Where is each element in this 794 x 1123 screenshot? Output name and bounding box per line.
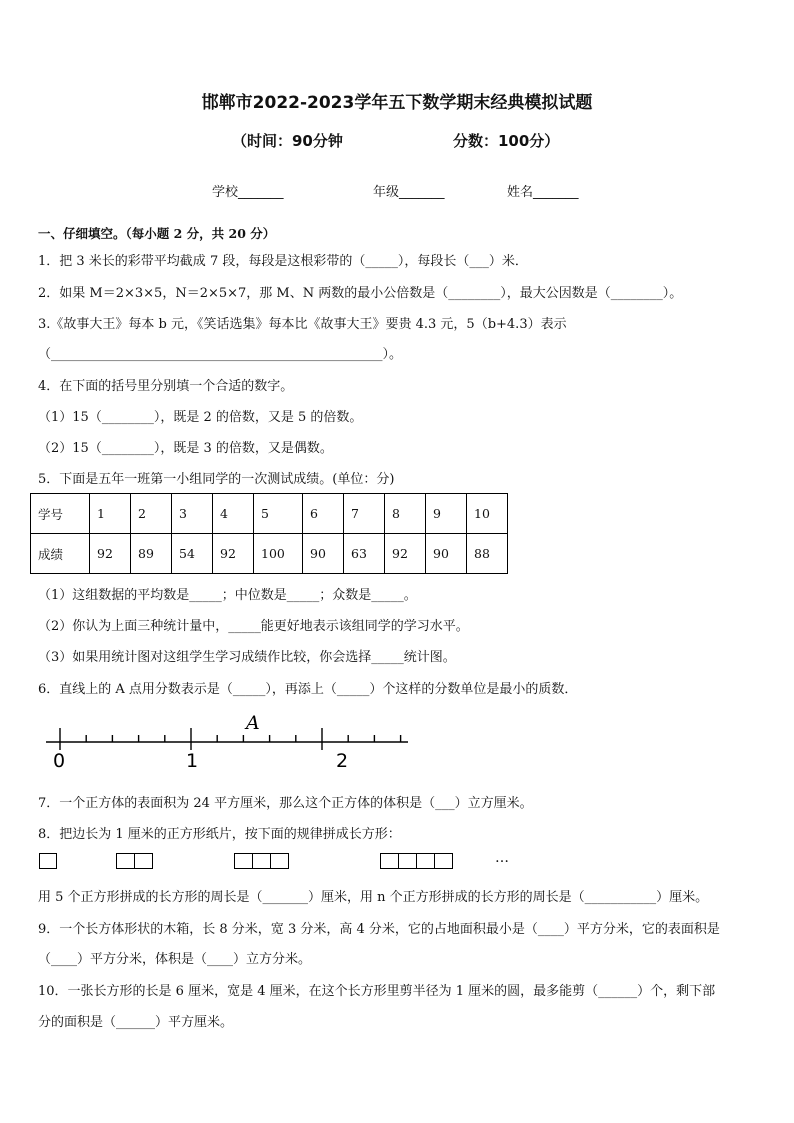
question-3-blank: （___________________________________________________）。 [38,347,403,362]
page-title: 邯郸市2022-2023学年五下数学期末经典模拟试题 [201,93,593,113]
table-cell: 6 [303,494,344,534]
table-cell: 90 [303,534,344,574]
question-2: 2．如果 M＝2×3×5，N＝2×5×7，那 M、N 两数的最小公倍数是（________），最大公因数是（________）。 [38,286,683,301]
point-a-label: A [246,712,260,734]
question-10: 10．一张长方形的长是 6 厘米，宽是 4 厘米，在这个长方形里剪半径为 1 厘米的圆，最多能剪（______）个，剩下部 [38,984,716,999]
table-cell: 7 [344,494,385,534]
table-cell: 92 [385,534,426,574]
table-cell: 5 [254,494,303,534]
table-cell: 8 [385,494,426,534]
number-line [0,700,794,780]
table-cell: 10 [467,494,508,534]
school-field: 学校_______ [212,185,284,200]
table-row-label: 成绩 [31,534,90,574]
name-field: 姓名_______ [507,185,579,200]
table-cell: 9 [426,494,467,534]
question-6: 6．直线上的 A 点用分数表示是（_____），再添上（_____）个这样的分数单位是最小的质数． [38,682,578,697]
table-cell: 92 [213,534,254,574]
section-heading: 一、仔细填空。（每小题 2 分，共 20 分） [38,226,276,241]
table-cell: 2 [131,494,172,534]
table-row-label: 学号 [31,494,90,534]
table-row [31,534,508,574]
square-figure-3 [234,853,289,869]
table-cell: 1 [90,494,131,534]
square-figure-4 [380,853,453,869]
question-4-part-1: （1）15（________），既是 2 的倍数，又是 5 的倍数。 [38,410,363,425]
question-9-cont: （____）平方分米，体积是（____）立方分米。 [38,952,312,967]
grade-field: 年级_______ [373,185,445,200]
table-cell: 3 [172,494,213,534]
table-cell: 88 [467,534,508,574]
tick-label-1: 1 [186,750,199,772]
question-5: 5．下面是五年一班第一小组同学的一次测试成绩。(单位：分) [38,472,395,487]
question-5-part-3: （3）如果用统计图对这组学生学习成绩作比较，你会选择_____统计图。 [38,650,456,665]
table-cell: 90 [426,534,467,574]
tick-label-2: 2 [336,750,349,772]
table-cell: 89 [131,534,172,574]
square-figure-2 [116,853,153,869]
question-4-part-2: （2）15（________），既是 3 的倍数，又是偶数。 [38,441,333,456]
table-cell: 63 [344,534,385,574]
table-cell: 54 [172,534,213,574]
question-5-part-1: （1）这组数据的平均数是_____；中位数是_____；众数是_____。 [38,588,417,603]
exam-score: 分数：100分） [453,132,560,150]
table-row [31,494,508,534]
question-4: 4．在下面的括号里分别填一个合适的数字。 [38,379,294,394]
question-8: 8．把边长为 1 厘米的正方形纸片，按下面的规律拼成长方形： [38,827,401,842]
score-table [30,493,508,574]
table-cell: 4 [213,494,254,534]
question-10-cont: 分的面积是（______）平方厘米。 [38,1015,234,1030]
exam-time: （时间：90分钟 [232,132,343,150]
question-8-answer: 用 5 个正方形拼成的长方形的周长是（_______）厘米，用 n 个正方形拼成的长方形的周长是（___________）厘米。 [38,890,709,905]
question-9: 9．一个长方体形状的木箱，长 8 分米，宽 3 分米，高 4 分米，它的占地面积最小是（____）平方分米，它的表面积是 [38,922,720,937]
question-5-part-2: （2）你认为上面三种统计量中，_____能更好地表示该组同学的学习水平。 [38,619,469,634]
question-1: 1．把 3 米长的彩带平均截成 7 段，每段是这根彩带的（_____），每段长（___）米． [38,254,528,269]
table-cell: 92 [90,534,131,574]
ellipsis: … [495,850,509,866]
question-3: 3.《故事大王》每本 b 元，《笑话选集》每本比《故事大王》要贵 4.3 元，5（b+4.3）表示 [38,317,567,332]
table-cell: 100 [254,534,303,574]
square-figure-1 [39,853,57,869]
tick-label-0: 0 [53,750,66,772]
question-7: 7．一个正方体的表面积为 24 平方厘米，那么这个正方体的体积是（___）立方厘米。 [38,796,533,811]
